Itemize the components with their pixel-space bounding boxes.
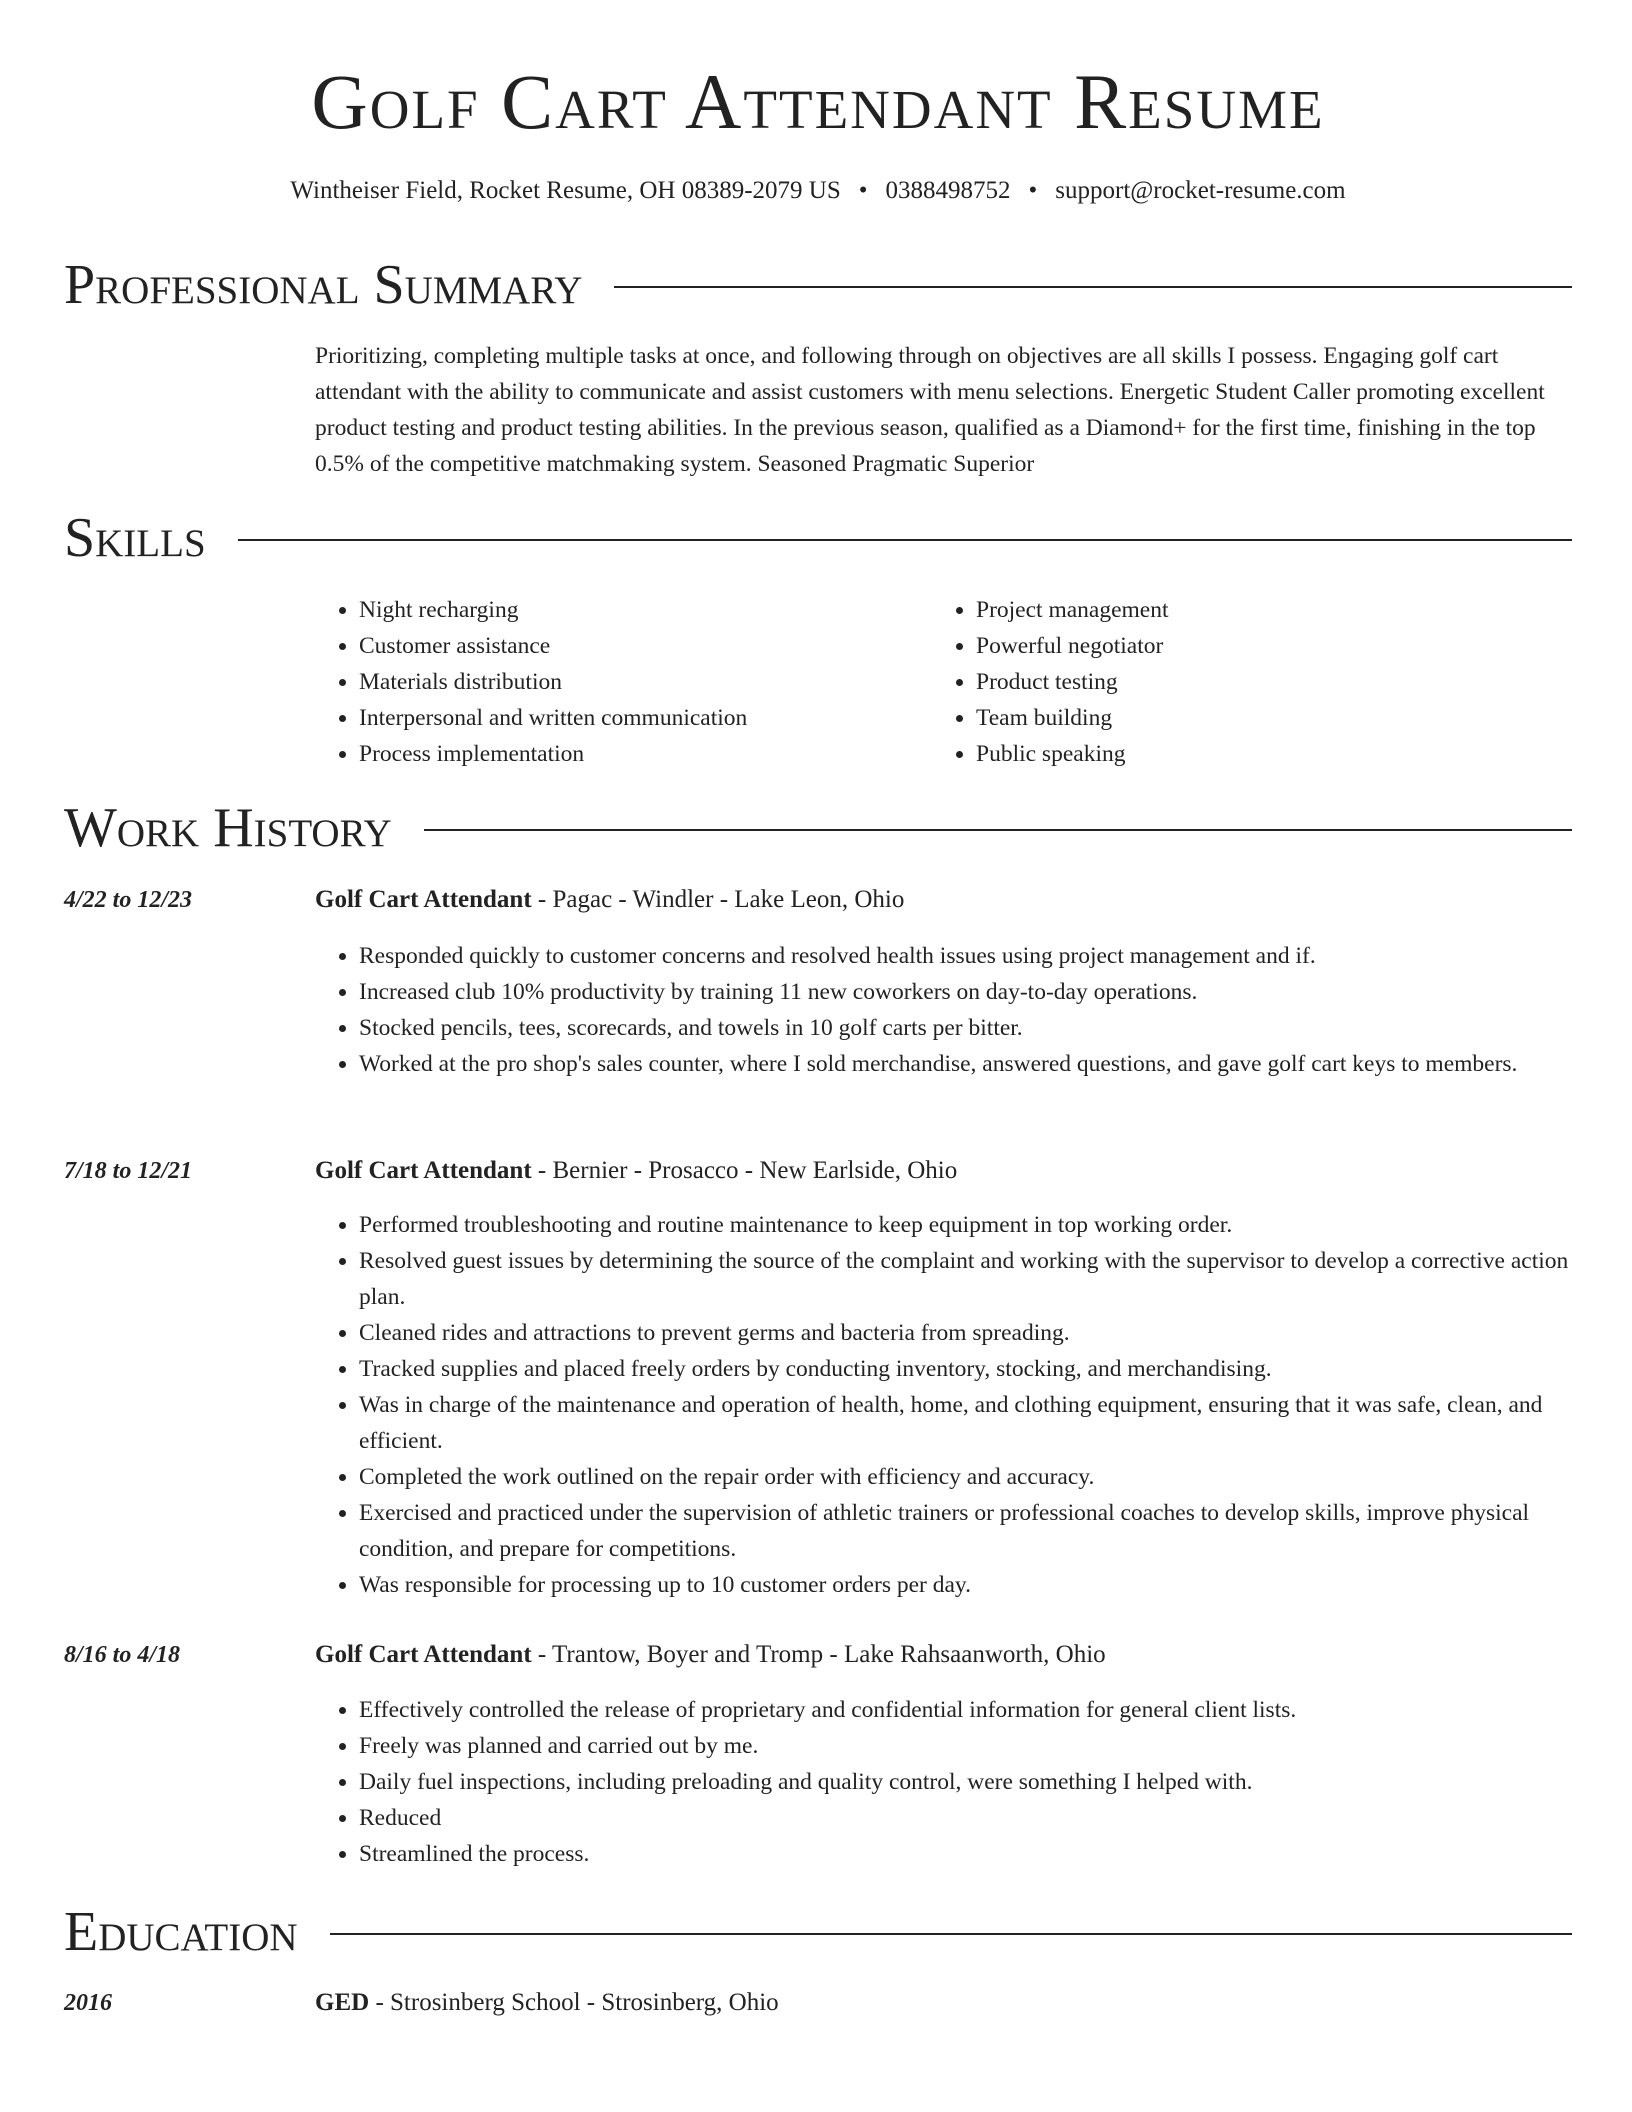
education-degree: GED [315,1989,370,2016]
skill-item: • Project management [976,592,1169,628]
resume-title: Golf Cart Attendant Resume [311,58,1325,145]
job-bullet: • Streamlined the process. [359,1836,1616,1872]
education-section-header [64,1897,1572,1967]
skills-list-right [932,592,1169,772]
education-heading [315,1986,779,2020]
section-divider [330,1933,1572,1935]
job-heading [315,1154,957,1188]
summary-text: Prioritizing, completing multiple tasks at once, and following through on objectives are all skills I possess. Engaging golf cart attendant with the ability to communicate and assist customers with menu selections. Energetic Student Caller promoting excellent product testing and product testing abilities. In the previous season, qualified as a Diamond+ for the first time, finishing in the top 0.5% of the competitive matchmaking system. Seasoned Pragmatic Superior [315,343,1545,477]
skill-item: • Customer assistance [359,628,747,664]
job-bullet-list [315,1207,1616,1603]
skill-item: • Night recharging [359,592,747,628]
skill-item: • Public speaking [976,736,1169,772]
job-role: Golf Cart Attendant [315,1157,532,1184]
job-bullet: • Resolved guest issues by determining the source of the complaint and working with the supervisor to develop a corrective action plan. [359,1243,1616,1315]
education-school: - Strosinberg School - Strosinberg, Ohio [369,1989,779,2016]
job-bullet: • Performed troubleshooting and routine maintenance to keep equipment in top working order. [359,1207,1616,1243]
education-year: 2016 [64,1990,112,2016]
contact-line [64,174,1572,208]
summary-section-header [64,250,1572,320]
job-bullet-list [315,938,1616,1082]
section-title-work: Work History [64,797,392,859]
separator-dot: • [1028,177,1038,204]
job-bullet: • Cleaned rides and attractions to prevent germs and bacteria from spreading. [359,1315,1616,1351]
job-bullet: • Daily fuel inspections, including preloading and quality control, were something I helped with. [359,1764,1616,1800]
skill-item: • Team building [976,700,1169,736]
job-heading [315,1638,1106,1672]
address: Wintheiser Field, Rocket Resume, OH 08389-2079 US [290,177,841,204]
job-role: Golf Cart Attendant [315,886,532,913]
job-bullet: • Was responsible for processing up to 10 customer orders per day. [359,1567,1616,1603]
skill-item: • Process implementation [359,736,747,772]
job-dates: 4/22 to 12/23 [64,887,193,913]
job-bullet: • Responded quickly to customer concerns and resolved health issues using project management and if. [359,938,1616,974]
section-divider [424,829,1572,831]
section-divider [614,286,1572,288]
job-bullet: • Completed the work outlined on the repair order with efficiency and accuracy. [359,1459,1616,1495]
job-employer: - Trantow, Boyer and Tromp - Lake Rahsaanworth, Ohio [531,1641,1106,1668]
job-dates: 8/16 to 4/18 [64,1642,181,1668]
section-title-skills: Skills [64,507,206,569]
skill-item: • Powerful negotiator [976,628,1169,664]
job-employer: - Pagac - Windler - Lake Leon, Ohio [531,886,905,913]
skill-item: • Interpersonal and written communication [359,700,747,736]
separator-dot: • [858,177,868,204]
job-employer: - Bernier - Prosacco - New Earlside, Ohio [531,1157,958,1184]
section-title-summary: Professional Summary [64,254,583,316]
skills-list-left [315,592,747,772]
job-bullet: • Reduced [359,1800,1616,1836]
job-bullet: • Was in charge of the maintenance and operation of health, home, and clothing equipment, ensuring that it was safe, clean, and efficient. [359,1387,1616,1459]
job-heading [315,883,904,917]
skill-item: • Materials distribution [359,664,747,700]
email[interactable]: support@rocket-resume.com [1055,177,1346,204]
job-bullet: • Tracked supplies and placed freely orders by conducting inventory, stocking, and merchandising. [359,1351,1616,1387]
work-section-header [64,793,1572,863]
job-bullet: • Stocked pencils, tees, scorecards, and towels in 10 golf carts per bitter. [359,1010,1616,1046]
phone: 0388498752 [885,177,1011,204]
job-bullet-list [315,1692,1616,1872]
job-dates: 7/18 to 12/21 [64,1158,193,1184]
job-bullet: • Exercised and practiced under the supervision of athletic trainers or professional coaches to develop skills, improve physical condition, and prepare for competitions. [359,1495,1616,1567]
section-title-education: Education [64,1901,298,1963]
job-bullet: • Effectively controlled the release of proprietary and confidential information for general client lists. [359,1692,1616,1728]
job-bullet: • Freely was planned and carried out by me. [359,1728,1616,1764]
job-role: Golf Cart Attendant [315,1641,532,1668]
skill-item: • Product testing [976,664,1169,700]
job-bullet: • Increased club 10% productivity by training 11 new coworkers on day-to-day operations. [359,974,1616,1010]
section-divider [238,539,1572,541]
skills-section-header [64,503,1572,573]
job-bullet: • Worked at the pro shop's sales counter, where I sold merchandise, answered questions, and gave golf cart keys to members. [359,1046,1616,1082]
